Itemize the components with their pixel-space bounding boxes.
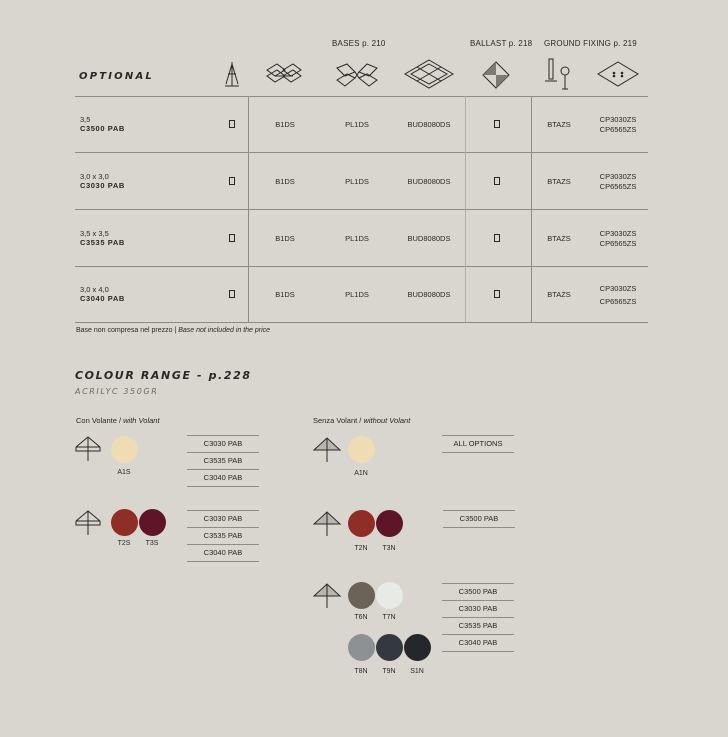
- cell-b1: B1DS: [275, 177, 295, 186]
- cell-pl: PL1DS: [345, 120, 369, 129]
- cell-cp2: CP6565ZS: [599, 182, 637, 191]
- cell-cp1: CP3030ZS: [599, 229, 637, 238]
- table-row: [0, 153, 728, 209]
- swatch-t2s: [111, 509, 138, 536]
- row-model-code: C3500 PAB: [80, 124, 125, 133]
- cell-pl: PL1DS: [345, 290, 369, 299]
- cell-b1: B1DS: [275, 234, 295, 243]
- model-list: [443, 510, 515, 528]
- checkbox-icon: [494, 234, 500, 242]
- swatch-label: S1N: [410, 668, 424, 675]
- row-model-code: C3535 PAB: [80, 238, 125, 247]
- square-plates-base-icon: [403, 58, 455, 90]
- cell-bud: BUD8080DS: [407, 177, 451, 186]
- pl-cross-base-icon: [335, 60, 379, 88]
- model-item: C3030 PAB: [187, 435, 259, 453]
- checkbox-icon: [229, 234, 235, 242]
- swatch-t7n: [376, 582, 403, 609]
- model-item: C3030 PAB: [187, 510, 259, 528]
- swatch-label: T3S: [145, 540, 159, 547]
- ballast-icon: [481, 60, 511, 90]
- model-item: C3535 PAB: [442, 618, 514, 635]
- model-item: C3040 PAB: [442, 635, 514, 652]
- swatch-label: T2N: [354, 545, 368, 552]
- cell-cp2: CP6565ZS: [599, 239, 637, 248]
- ballast-header: BALLAST p. 218: [470, 39, 533, 48]
- table-row: [0, 96, 728, 152]
- cell-cp1: CP3030ZS: [599, 284, 637, 293]
- cell-pl: PL1DS: [345, 177, 369, 186]
- swatch-s1n: [404, 634, 431, 661]
- umbrella-with-volant-icon: [74, 509, 102, 537]
- checkbox-icon: [229, 177, 235, 185]
- checkbox-icon: [494, 177, 500, 185]
- swatch-a1s: [111, 436, 138, 463]
- row-dimension: 3,0 x 3,0: [80, 172, 109, 181]
- umbrella-without-volant-icon: [312, 436, 342, 464]
- swatch-a1n: [348, 436, 375, 463]
- colour-range-subtitle: ACRILYC 350GR: [75, 387, 159, 396]
- swatch-t2n: [348, 510, 375, 537]
- model-item: C3040 PAB: [187, 545, 259, 562]
- swatch-label: T7N: [382, 614, 396, 621]
- swatch-label: T2S: [117, 540, 131, 547]
- price-note: Base non compresa nel prezzo | Base not included in the price: [76, 327, 271, 334]
- swatch-label: A1S: [117, 469, 131, 476]
- model-item: C3500 PAB: [442, 583, 514, 601]
- ground-anchor-icon: [543, 57, 573, 93]
- model-list: [442, 435, 514, 453]
- table-row: [0, 267, 728, 322]
- model-list: [442, 583, 514, 652]
- row-dimension: 3,5: [80, 115, 91, 124]
- swatch-t3n: [376, 510, 403, 537]
- umbrella-without-volant-icon: [312, 582, 342, 610]
- cell-bud: BUD8080DS: [407, 120, 451, 129]
- model-item: C3500 PAB: [443, 510, 515, 528]
- model-list: [187, 510, 259, 562]
- cell-btazs: BTAZS: [547, 177, 571, 186]
- cell-btazs: BTAZS: [547, 290, 571, 299]
- bases-header: BASES p. 210: [332, 39, 386, 48]
- umbrella-with-volant-icon: [74, 435, 102, 463]
- cell-btazs: BTAZS: [547, 234, 571, 243]
- model-item: C3535 PAB: [187, 453, 259, 470]
- with-volant-label: Con Volante / with Volant: [76, 416, 160, 425]
- row-model-code: C3040 PAB: [80, 294, 125, 303]
- cell-bud: BUD8080DS: [407, 290, 451, 299]
- without-volant-label: Senza Volant / without Volant: [313, 416, 411, 425]
- swatch-label: A1N: [354, 470, 368, 477]
- model-item: C3040 PAB: [187, 470, 259, 487]
- cell-bud: BUD8080DS: [407, 234, 451, 243]
- row-model-code: C3030 PAB: [80, 181, 125, 190]
- model-item: C3535 PAB: [187, 528, 259, 545]
- swatch-t6n: [348, 582, 375, 609]
- table-row: [0, 210, 728, 266]
- colour-range-title: COLOUR RANGE - p.228: [75, 369, 252, 382]
- cross-base-icon: [263, 60, 305, 88]
- row-dimension: 3,0 x 4,0: [80, 285, 109, 294]
- row-dimension: 3,5 x 3,5: [80, 229, 109, 238]
- cell-cp2: CP6565ZS: [599, 297, 637, 306]
- swatch-t8n: [348, 634, 375, 661]
- cell-cp2: CP6565ZS: [599, 125, 637, 134]
- cell-b1: B1DS: [275, 290, 295, 299]
- swatch-label: T3N: [382, 545, 396, 552]
- optional-label: OPTIONAL: [79, 71, 154, 82]
- ground-fixing-header: GROUND FIXING p. 219: [544, 39, 637, 48]
- checkbox-icon: [229, 120, 235, 128]
- swatch-label: T9N: [382, 668, 396, 675]
- umbrella-without-volant-icon: [312, 510, 342, 538]
- checkbox-icon: [494, 120, 500, 128]
- swatch-label: T8N: [354, 668, 368, 675]
- cell-pl: PL1DS: [345, 234, 369, 243]
- cell-cp1: CP3030ZS: [599, 115, 637, 124]
- model-item: C3030 PAB: [442, 601, 514, 618]
- model-list: [187, 435, 259, 487]
- swatch-t3s: [139, 509, 166, 536]
- checkbox-icon: [229, 290, 235, 298]
- cell-cp1: CP3030ZS: [599, 172, 637, 181]
- cell-btazs: BTAZS: [547, 120, 571, 129]
- swatch-t9n: [376, 634, 403, 661]
- cell-b1: B1DS: [275, 120, 295, 129]
- checkbox-icon: [494, 290, 500, 298]
- umbrella-stand-icon: [223, 60, 241, 88]
- ground-plate-icon: [596, 60, 640, 88]
- table-bottom-rule: [75, 322, 648, 323]
- swatch-label: T6N: [354, 614, 368, 621]
- model-item: ALL OPTIONS: [442, 435, 514, 453]
